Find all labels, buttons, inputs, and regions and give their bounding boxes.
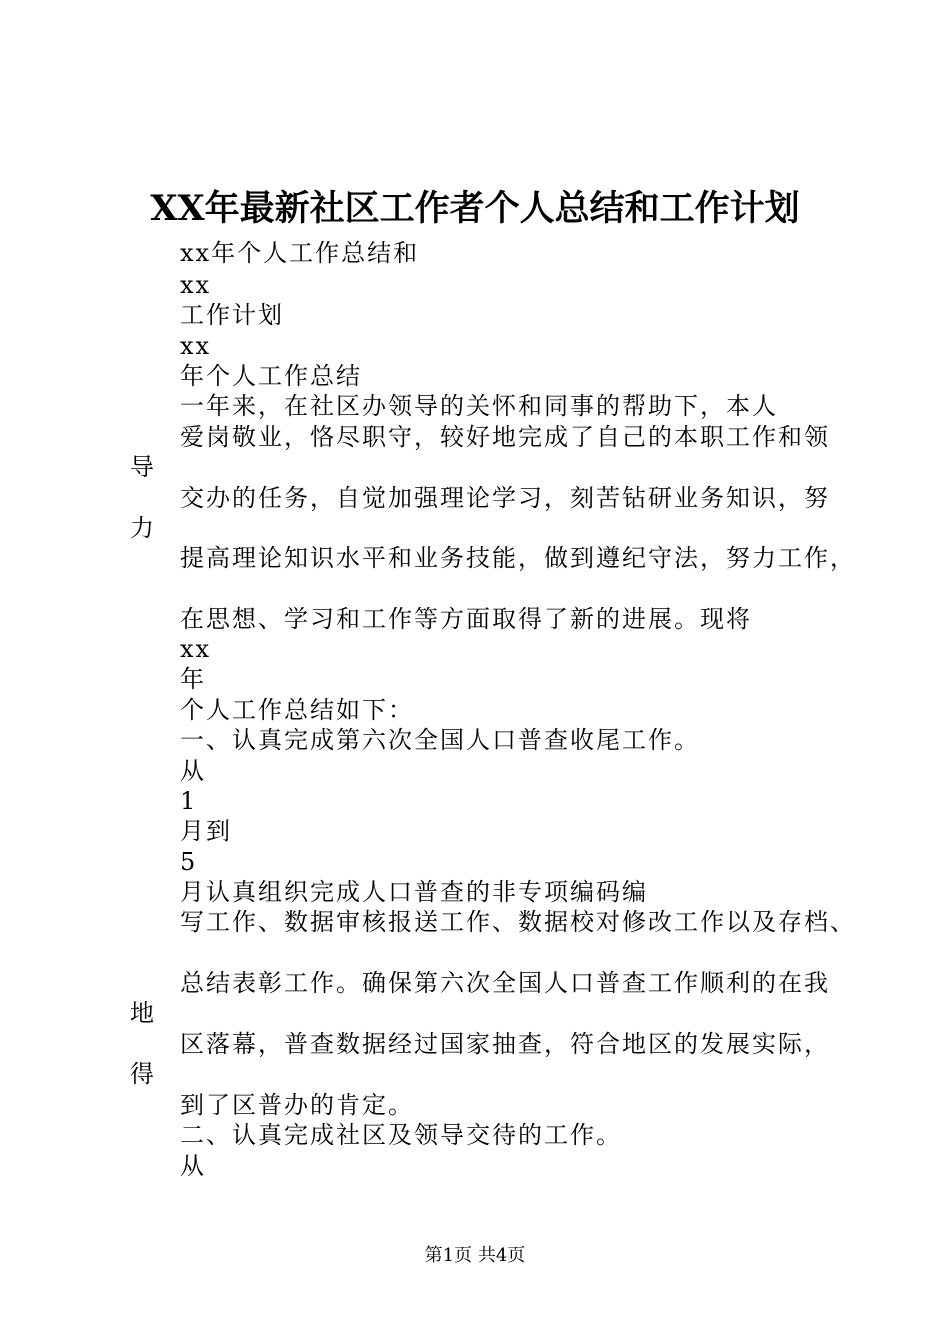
body-line: 月认真组织完成人口普查的非专项编码编 bbox=[180, 878, 648, 906]
body-line: 年 bbox=[180, 665, 206, 693]
wrapped-char: 导 bbox=[130, 453, 154, 481]
wrapped-char: 力 bbox=[130, 514, 154, 542]
body-line: 一年来，在社区办领导的关怀和同事的帮助下，本人 bbox=[180, 392, 778, 420]
body-line: 交办的任务，自觉加强理论学习，刻苦钻研业务知识，努 bbox=[180, 484, 830, 512]
body-line: 写工作、数据审核报送工作、数据校对修改工作以及存档、 bbox=[180, 908, 856, 936]
page-indicator: 第1页 共4页 bbox=[424, 1245, 526, 1266]
body-line: xx bbox=[180, 271, 212, 299]
body-line: 月到 bbox=[180, 817, 232, 845]
wrapped-char: 得 bbox=[130, 1060, 154, 1088]
body-line: 从 bbox=[180, 757, 206, 785]
document-title: XX年最新社区工作者个人总结和工作计划 bbox=[150, 188, 800, 229]
wrapped-char: 地 bbox=[130, 999, 154, 1027]
body-line: 爱岗敬业，恪尽职守，较好地完成了自己的本职工作和领 bbox=[180, 423, 830, 451]
body-line: 从 bbox=[180, 1152, 206, 1180]
body-line: 到了区普办的肯定。 bbox=[180, 1091, 414, 1119]
body-line: 1 bbox=[180, 787, 198, 815]
body-line: 总结表彰工作。确保第六次全国人口普查工作顺利的在我 bbox=[180, 969, 830, 997]
body-line: xx bbox=[180, 635, 212, 663]
body-line: 在思想、学习和工作等方面取得了新的进展。现将 bbox=[180, 605, 752, 633]
body-line: 提高理论知识水平和业务技能，做到遵纪守法，努力工作， bbox=[180, 544, 856, 572]
body-line: 5 bbox=[180, 848, 198, 876]
body-line: 工作计划 bbox=[180, 301, 284, 329]
body-line: 年个人工作总结 bbox=[180, 362, 362, 390]
body-line: 区落幕，普查数据经过国家抽查，符合地区的发展实际， bbox=[180, 1030, 830, 1058]
body-line: 个人工作总结如下： bbox=[180, 696, 414, 724]
body-line: 二、认真完成社区及领导交待的工作。 bbox=[180, 1121, 622, 1149]
body-line: xx bbox=[180, 332, 212, 360]
body-line: 一、认真完成第六次全国人口普查收尾工作。 bbox=[180, 726, 700, 754]
body-line: xx年个人工作总结和 bbox=[180, 239, 420, 267]
